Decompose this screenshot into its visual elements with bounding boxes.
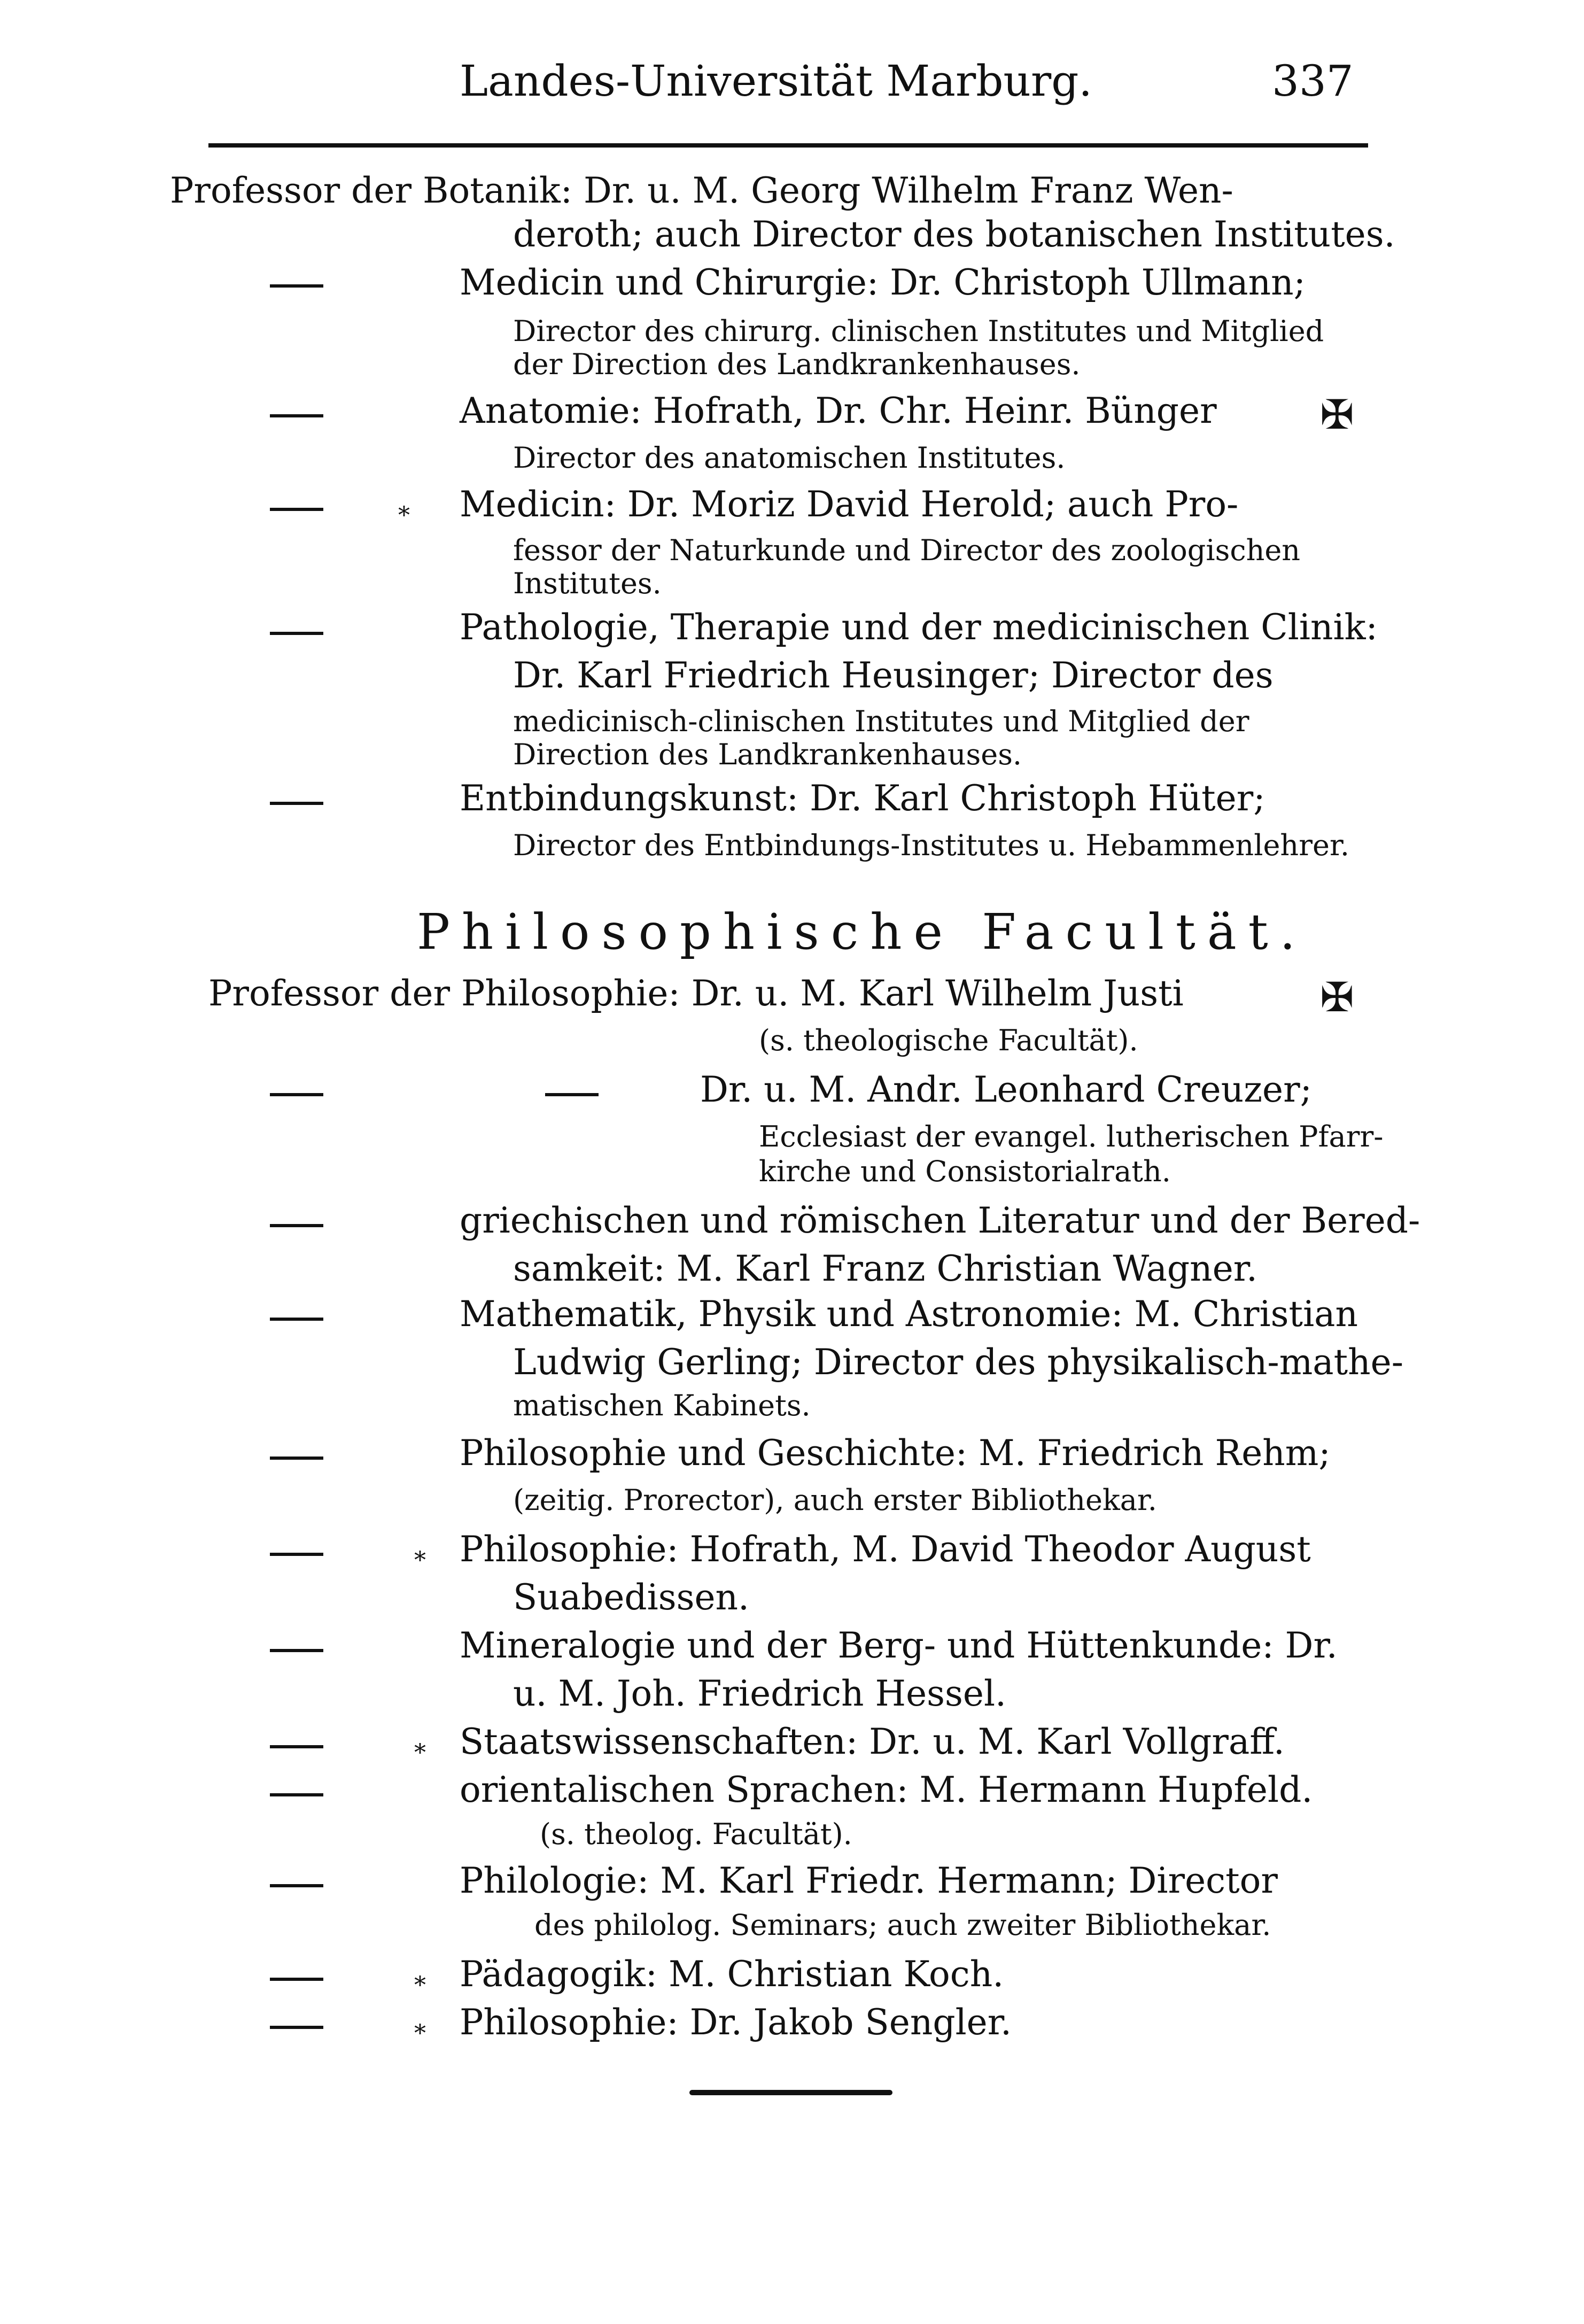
dash	[270, 632, 323, 635]
entry-line: Institutes.	[513, 567, 662, 600]
entry-line: medicinisch-clinischen Institutes und Mitglied der	[513, 704, 1249, 738]
entry-line: der Direction des Landkrankenhauses.	[513, 347, 1081, 381]
entry-line: griechischen und römischen Literatur und der Bered-	[460, 1200, 1420, 1241]
entry-line: Mathematik, Physik und Astronomie: M. Christian	[460, 1293, 1358, 1335]
entry-line: deroth; auch Director des botanischen Institutes.	[513, 214, 1395, 255]
dash	[270, 802, 323, 805]
entry-line: Direction des Landkrankenhauses.	[513, 738, 1022, 771]
entry-line: Staatswissenschaften: Dr. u. M. Karl Vollgraff.	[460, 1721, 1285, 1762]
entry-line: (zeitig. Prorector), auch erster Bibliothekar.	[513, 1483, 1157, 1517]
entry-line: (s. theolog. Facultät).	[540, 1817, 852, 1851]
entry-line: Director des chirurg. clinischen Institutes und Mitglied	[513, 314, 1324, 348]
entry-line: Philosophie und Geschichte: M. Friedrich Rehm;	[460, 1432, 1331, 1474]
footnote-mark: ⁎	[414, 1732, 426, 1759]
running-title: Landes-Universität Marburg.	[460, 56, 1092, 106]
entry-line: Ludwig Gerling; Director des physikalisch-mathe-	[513, 1342, 1404, 1383]
entry-line: (s. theologische Facultät).	[759, 1024, 1138, 1057]
entry-line: Medicin: Dr. Moriz David Herold; auch Pro-	[460, 484, 1239, 525]
entry-line: Philosophie: Hofrath, M. David Theodor August	[460, 1529, 1311, 1570]
entry-line: Dr. Karl Friedrich Heusinger; Director des	[513, 655, 1274, 696]
entry-line: Director des Entbindungs-Institutes u. Hebammenlehrer.	[513, 828, 1350, 862]
dash	[270, 1553, 323, 1556]
entry-line: Philosophie: Dr. Jakob Sengler.	[460, 2002, 1012, 2043]
entry-line: matischen Kabinets.	[513, 1389, 811, 1422]
entry-line: Anatomie: Hofrath, Dr. Chr. Heinr. Bünger	[460, 390, 1217, 431]
entry-line: Medicin und Chirurgie: Dr. Christoph Ullmann;	[460, 262, 1306, 303]
entry-line: Professor der Philosophie: Dr. u. M. Karl Wilhelm Justi	[208, 973, 1184, 1014]
dash	[270, 1224, 323, 1227]
footnote-mark: ⁎	[414, 1539, 426, 1567]
closing-rule	[689, 2090, 892, 2095]
dash	[270, 1649, 323, 1652]
entry-line: des philolog. Seminars; auch zweiter Bibliothekar.	[534, 1908, 1271, 1942]
dash	[270, 1978, 323, 1981]
dash	[545, 1093, 599, 1096]
dash	[270, 1884, 323, 1887]
entry-line: samkeit: M. Karl Franz Christian Wagner.	[513, 1248, 1258, 1289]
order-cross-icon: ✠	[1320, 973, 1354, 1021]
dash	[270, 1745, 323, 1748]
section-heading: Philosophische Facultät.	[417, 903, 1307, 960]
footnote-mark: ⁎	[414, 1964, 426, 1992]
footnote-mark: ⁎	[414, 2012, 426, 2040]
dash	[270, 508, 323, 511]
header-rule	[208, 143, 1368, 148]
entry-line: Mineralogie und der Berg- und Hüttenkunde: Dr.	[460, 1625, 1338, 1666]
dash	[270, 284, 323, 288]
dash	[270, 2026, 323, 2029]
dash	[270, 1318, 323, 1321]
footnote-mark: ⁎	[398, 494, 410, 522]
entry-line: fessor der Naturkunde und Director des zoologischen	[513, 533, 1301, 567]
dash	[270, 414, 323, 417]
dash	[270, 1793, 323, 1796]
entry-line: Professor der Botanik: Dr. u. M. Georg Wilhelm Franz Wen-	[170, 170, 1233, 211]
entry-line: u. M. Joh. Friedrich Hessel.	[513, 1673, 1007, 1714]
entry-line: Dr. u. M. Andr. Leonhard Creuzer;	[700, 1069, 1312, 1110]
dash	[270, 1093, 323, 1096]
entry-line: Ecclesiast der evangel. lutherischen Pfarr-	[759, 1120, 1384, 1153]
order-cross-icon: ✠	[1320, 391, 1354, 438]
entry-line: Pathologie, Therapie und der medicinischen Clinik:	[460, 607, 1378, 648]
entry-line: Philologie: M. Karl Friedr. Hermann; Director	[460, 1860, 1278, 1901]
entry-line: Suabedissen.	[513, 1577, 750, 1618]
entry-line: kirche und Consistorialrath.	[759, 1155, 1171, 1188]
entry-line: orientalischen Sprachen: M. Hermann Hupfeld.	[460, 1769, 1313, 1810]
entry-line: Entbindungskunst: Dr. Karl Christoph Hüter;	[460, 778, 1265, 819]
page-number: 337	[1272, 56, 1354, 106]
dash	[270, 1457, 323, 1460]
entry-line: Director des anatomischen Institutes.	[513, 441, 1066, 475]
entry-line: Pädagogik: M. Christian Koch.	[460, 1954, 1004, 1995]
